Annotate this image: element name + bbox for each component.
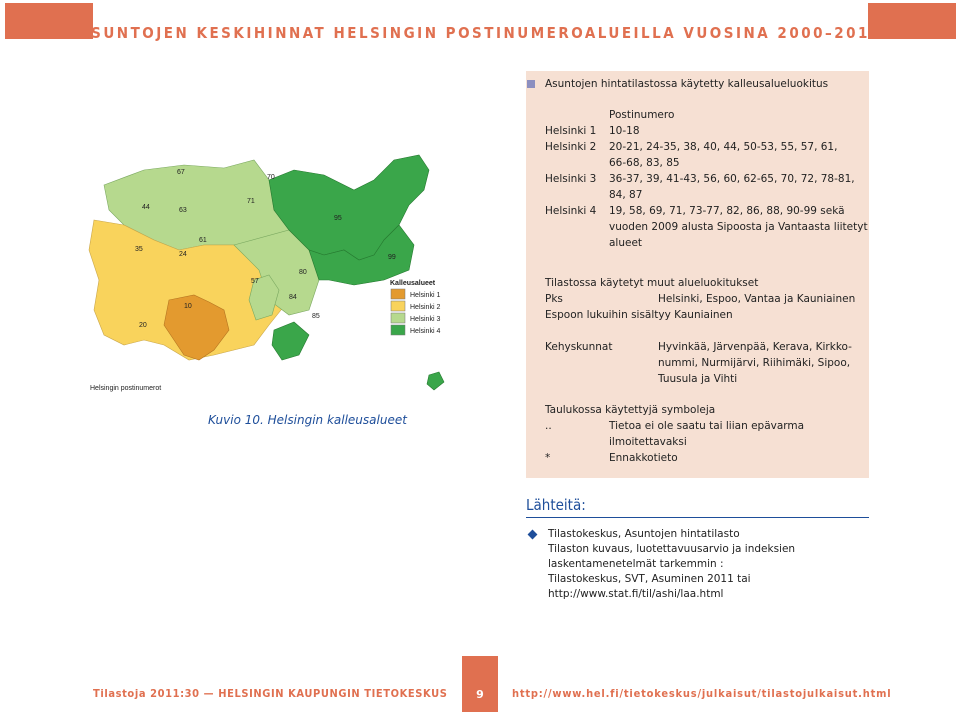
area-label: 84	[289, 294, 297, 301]
area-label: 99	[388, 254, 396, 261]
area-label: 71	[247, 198, 255, 205]
postal-codes: 84, 87	[609, 189, 643, 201]
legend-swatch-helsinki3	[391, 313, 405, 323]
area-label: 85	[312, 313, 320, 320]
square-bullet-icon	[527, 80, 535, 88]
map-region-helsinki4-island	[272, 322, 309, 360]
legend-label: Helsinki 3	[410, 316, 441, 323]
postal-codes: vuoden 2009 alusta Sipoosta ja Vantaasta liitetyt	[609, 221, 868, 233]
area-label: 44	[142, 204, 150, 211]
symbol-meaning: Tietoa ei ole saatu tai liian epävarma	[609, 420, 805, 432]
map-title: Helsingin postinumerot	[90, 385, 162, 392]
pks-value: Helsinki, Espoo, Vantaa ja Kauniainen	[658, 293, 856, 305]
symbols-title: Taulukossa käytettyjä symboleja	[545, 404, 716, 416]
area-label: 24	[179, 251, 187, 258]
figure-caption: Kuvio 10. Helsingin kalleusalueet	[208, 413, 407, 427]
area-label: 57	[251, 278, 259, 285]
area-label: 35	[135, 246, 143, 253]
footer-url-link[interactable]: http://www.hel.fi/tietokeskus/julkaisut/tilastojulkaisut.html	[512, 687, 892, 700]
legend-swatch-helsinki2	[391, 301, 405, 311]
postal-codes: 20-21, 24-35, 38, 40, 44, 50-53, 55, 57, 61,	[609, 141, 838, 153]
postal-codes: alueet	[609, 237, 643, 249]
postal-codes: 19, 58, 69, 71, 73-77, 82, 86, 88, 90-99 sekä	[609, 205, 845, 217]
pks-label: Pks	[545, 293, 563, 305]
kehys-value: Tuusula ja Vihti	[658, 373, 738, 385]
area-name: Helsinki 2	[545, 141, 597, 153]
legend-swatch-helsinki4	[391, 325, 405, 335]
box-title: Asuntojen hintatilastossa käytetty kalleusalueluokitus	[545, 78, 829, 90]
page-header-title: ASUNTOJEN KESKIHINNAT HELSINGIN POSTINUMEROALUEILLA VUOSINA 2000–2010	[78, 24, 882, 42]
footer-publication: Tilastoja 2011:30 — HELSINGIN KAUPUNGIN TIETOKESKUS	[93, 687, 448, 700]
sources-title: Lähteitä:	[526, 496, 586, 514]
area-label: 61	[199, 237, 207, 244]
postal-codes: 10-18	[609, 125, 640, 137]
area-name: Helsinki 3	[545, 173, 597, 185]
postal-codes: 66-68, 83, 85	[609, 157, 680, 169]
postinumero-header: Postinumero	[609, 109, 675, 121]
area-label: 63	[179, 207, 187, 214]
source-link[interactable]: http://www.stat.fi/til/ashi/laa.html	[548, 588, 724, 600]
postal-codes: 36-37, 39, 41-43, 56, 60, 62-65, 70, 72, 78-81,	[609, 173, 855, 185]
area-label: 20	[139, 322, 147, 329]
area-name: Helsinki 4	[545, 205, 597, 217]
map-svg	[84, 150, 454, 396]
symbol: *	[545, 452, 551, 464]
other-classifications-title: Tilastossa käytetyt muut alueluokitukset	[545, 277, 759, 289]
sources-divider	[526, 517, 869, 518]
source-line: laskentamenetelmät tarkemmin :	[548, 558, 724, 570]
area-label: 95	[334, 215, 342, 222]
area-label: 67	[177, 169, 185, 176]
legend-label: Helsinki 2	[410, 304, 441, 311]
kehys-label: Kehyskunnat	[545, 341, 613, 353]
page-number: 9	[476, 688, 484, 701]
espoo-note: Espoon lukuihin sisältyy Kauniainen	[545, 309, 733, 321]
legend-swatch-helsinki1	[391, 289, 405, 299]
source-line: Tilaston kuvaus, luotettavuusarvio ja indeksien	[548, 543, 796, 555]
area-label: 70	[267, 174, 275, 181]
source-line: Tilastokeskus, SVT, Asuminen 2011 tai	[548, 573, 751, 585]
postal-code-map	[84, 150, 454, 396]
legend-label: Helsinki 4	[410, 328, 441, 335]
area-name: Helsinki 1	[545, 125, 597, 137]
kehys-value: nummi, Nurmijärvi, Riihimäki, Sipoo,	[658, 357, 851, 369]
source-line: Tilastokeskus, Asuntojen hintatilasto	[548, 528, 740, 540]
kehys-value: Hyvinkää, Järvenpää, Kerava, Kirkko-	[658, 341, 852, 353]
symbol-meaning: ilmoitettavaksi	[609, 436, 687, 448]
map-legend-title: Kalleusalueet	[390, 280, 436, 287]
legend-label: Helsinki 1	[410, 292, 441, 299]
page-number-box	[462, 656, 498, 712]
diamond-bullet-icon	[528, 530, 538, 540]
symbol: ..	[545, 420, 552, 432]
area-label: 10	[184, 303, 192, 310]
map-region-helsinki4-island2	[427, 372, 444, 390]
area-label: 80	[299, 269, 307, 276]
symbol-meaning: Ennakkotieto	[609, 452, 678, 464]
